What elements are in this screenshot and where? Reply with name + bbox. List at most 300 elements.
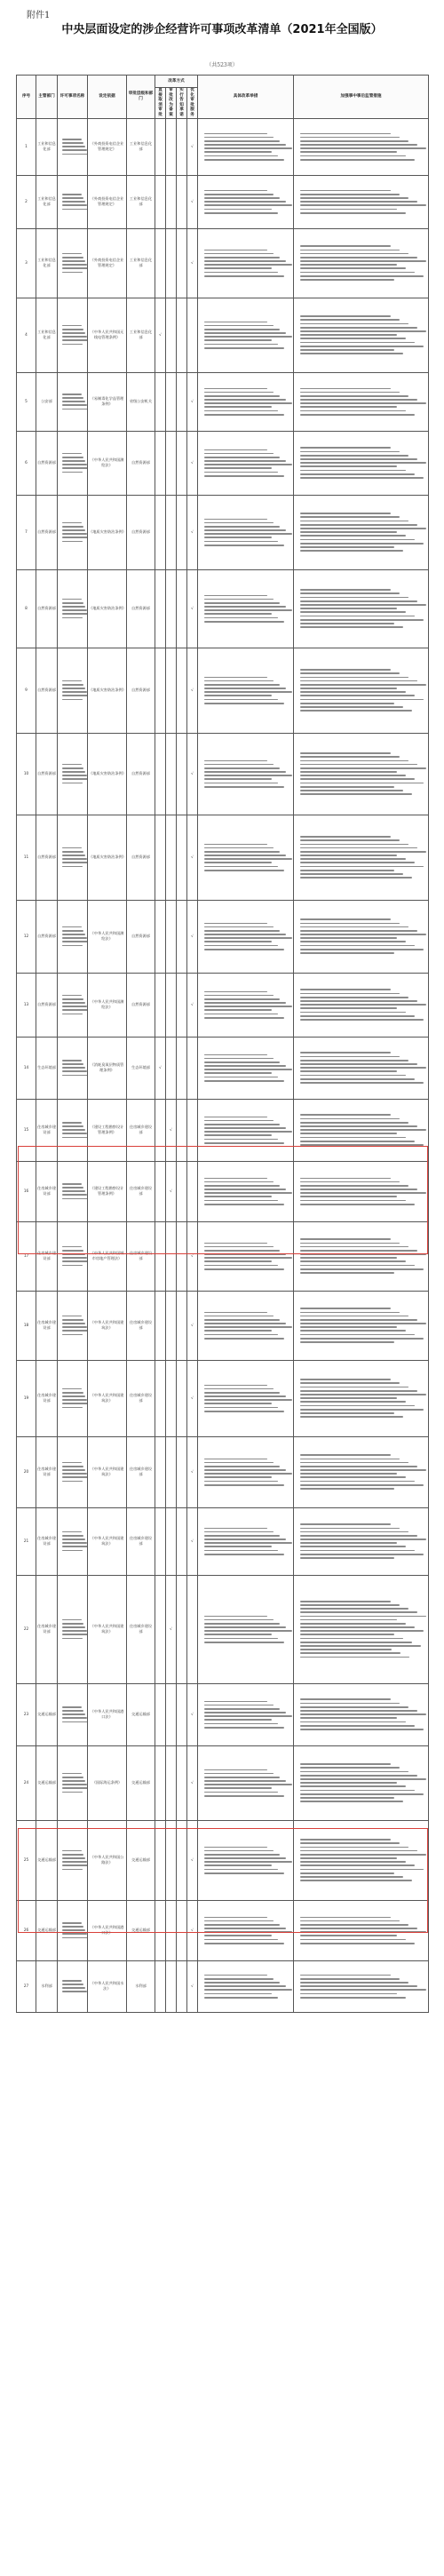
check-mark: √ [187,1960,198,2012]
cell-authority: 自然资源部 [127,648,155,733]
cell-supervision [294,1507,429,1575]
cell-supervision [294,1683,429,1745]
table-row [17,175,429,228]
check-mark: √ [187,372,198,431]
cell-authority: 自然资源部 [127,815,155,900]
empty-mode-cell [155,1575,166,1683]
empty-mode-cell [177,118,187,175]
cell-no: 20 [17,1436,36,1507]
cell-item [58,431,88,495]
empty-mode-cell [166,1291,177,1360]
cell-item [58,1037,88,1099]
table-row [17,973,429,1037]
empty-mode-cell [155,648,166,733]
cell-dept: 工业和信息化部 [36,118,58,175]
cell-authority: 交通运输部 [127,1820,155,1900]
empty-mode-cell [177,648,187,733]
empty-mode-cell [166,1507,177,1575]
cell-item [58,1360,88,1436]
cell-content [198,1820,294,1900]
empty-mode-cell [177,175,187,228]
check-mark: √ [187,1221,198,1291]
cell-authority: 生态环境部 [127,1037,155,1099]
empty-mode-cell [166,648,177,733]
header-basis: 设定依据 [88,76,127,119]
table-row [17,815,429,900]
cell-basis: 《中华人民共和国建筑法》 [88,1436,127,1507]
cell-basis: 《中华人民共和国测绘法》 [88,431,127,495]
cell-content [198,495,294,569]
cell-basis: 《中华人民共和国建筑法》 [88,1360,127,1436]
cell-no: 24 [17,1745,36,1820]
cell-authority: 自然资源部 [127,733,155,815]
cell-content [198,1900,294,1960]
cell-no: 21 [17,1507,36,1575]
cell-basis: 《中华人民共和国公路法》 [88,1820,127,1900]
cell-authority: 住房城乡建设部 [127,1221,155,1291]
cell-dept: 住房城乡建设部 [36,1161,58,1221]
empty-mode-cell [177,569,187,648]
cell-dept: 工业和信息化部 [36,298,58,372]
empty-mode-cell [177,298,187,372]
check-mark: √ [187,1507,198,1575]
empty-mode-cell [177,1436,187,1507]
cell-basis: 《中华人民共和国建筑法》 [88,1507,127,1575]
cell-content [198,1291,294,1360]
empty-mode-cell [177,1221,187,1291]
cell-supervision [294,648,429,733]
cell-no: 15 [17,1099,36,1161]
empty-mode-cell [177,1161,187,1221]
cell-no: 14 [17,1037,36,1099]
empty-mode-cell [177,973,187,1037]
header-mode-cancel: 直接取消审批 [155,88,166,119]
cell-supervision [294,1960,429,2012]
cell-authority: 自然资源部 [127,495,155,569]
empty-mode-cell [155,228,166,298]
empty-mode-cell [155,815,166,900]
empty-mode-cell [155,1360,166,1436]
header-mode-group: 改革方式 [155,76,198,88]
empty-mode-cell [155,733,166,815]
empty-mode-cell [155,973,166,1037]
cell-basis: 《中华人民共和国港口法》 [88,1900,127,1960]
cell-item [58,1900,88,1960]
cell-supervision [294,431,429,495]
cell-supervision [294,118,429,175]
empty-mode-cell [166,495,177,569]
cell-authority: 住房城乡建设部 [127,1161,155,1221]
cell-item [58,973,88,1037]
cell-no: 16 [17,1161,36,1221]
cell-no: 3 [17,228,36,298]
cell-basis: 《中华人民共和国城市房地产管理法》 [88,1221,127,1291]
cell-authority: 工业和信息化部 [127,118,155,175]
check-mark: √ [155,1037,166,1099]
cell-item [58,1221,88,1291]
cell-content [198,1037,294,1099]
empty-mode-cell [187,1575,198,1683]
cell-basis: 《消耗臭氧层物质管理条例》 [88,1037,127,1099]
table-row [17,431,429,495]
empty-mode-cell [155,1900,166,1960]
cell-authority: 住房城乡建设部 [127,1360,155,1436]
check-mark: √ [187,648,198,733]
cell-content [198,569,294,648]
cell-authority: 交通运输部 [127,1745,155,1820]
cell-basis: 《中华人民共和国建筑法》 [88,1575,127,1683]
cell-content [198,1161,294,1221]
cell-basis: 《建设工程勘察设计管理条例》 [88,1099,127,1161]
table-row [17,1291,429,1360]
cell-basis: 《易制毒化学品管理条例》 [88,372,127,431]
cell-no: 22 [17,1575,36,1683]
cell-authority: 自然资源部 [127,900,155,973]
empty-mode-cell [166,1900,177,1960]
header-mode-record: 审批改为备案 [166,88,177,119]
cell-no: 17 [17,1221,36,1291]
empty-mode-cell [155,431,166,495]
cell-item [58,1099,88,1161]
check-mark: √ [187,495,198,569]
cell-authority: 住房城乡建设部 [127,1575,155,1683]
empty-mode-cell [166,298,177,372]
cell-content [198,1099,294,1161]
cell-no: 1 [17,118,36,175]
cell-content [198,973,294,1037]
check-mark: √ [187,973,198,1037]
cell-no: 7 [17,495,36,569]
cell-no: 8 [17,569,36,648]
cell-dept: 公安部 [36,372,58,431]
cell-content [198,815,294,900]
cell-item [58,1436,88,1507]
empty-mode-cell [166,1960,177,2012]
attachment-label: 附件1 [27,11,51,20]
cell-supervision [294,1221,429,1291]
cell-dept: 交通运输部 [36,1745,58,1820]
table-row [17,1900,429,1960]
cell-item [58,733,88,815]
table-row [17,733,429,815]
cell-basis: 《地质灾害防治条例》 [88,733,127,815]
check-mark: √ [155,298,166,372]
cell-content [198,431,294,495]
cell-no: 18 [17,1291,36,1360]
header-mode-optimize: 优化审批服务 [187,88,198,119]
cell-dept: 自然资源部 [36,973,58,1037]
cell-supervision [294,1037,429,1099]
empty-mode-cell [177,1037,187,1099]
cell-dept: 水利部 [36,1960,58,2012]
cell-dept: 自然资源部 [36,648,58,733]
check-mark: √ [187,431,198,495]
empty-mode-cell [155,1221,166,1291]
cell-authority: 交通运输部 [127,1900,155,1960]
empty-mode-cell [155,495,166,569]
cell-authority: 自然资源部 [127,431,155,495]
table-row [17,1507,429,1575]
cell-dept: 住房城乡建设部 [36,1575,58,1683]
cell-no: 25 [17,1820,36,1900]
check-mark: √ [187,1291,198,1360]
empty-mode-cell [166,1360,177,1436]
cell-no: 4 [17,298,36,372]
cell-item [58,1820,88,1900]
check-mark: √ [187,175,198,228]
cell-item [58,118,88,175]
cell-basis: 《地质灾害防治条例》 [88,569,127,648]
cell-dept: 住房城乡建设部 [36,1099,58,1161]
check-mark: √ [187,1436,198,1507]
cell-dept: 自然资源部 [36,569,58,648]
empty-mode-cell [155,1291,166,1360]
empty-mode-cell [166,1683,177,1745]
cell-supervision [294,372,429,431]
item-count-note: （共523项） [206,62,238,68]
empty-mode-cell [166,569,177,648]
cell-basis: 《地质灾害防治条例》 [88,648,127,733]
table-row [17,648,429,733]
header-supervision: 加强事中事后监管措施 [294,76,429,119]
empty-mode-cell [177,372,187,431]
cell-no: 27 [17,1960,36,2012]
cell-no: 5 [17,372,36,431]
cell-item [58,1575,88,1683]
cell-item [58,569,88,648]
check-mark: √ [166,1099,177,1161]
cell-item [58,1683,88,1745]
check-mark: √ [187,118,198,175]
empty-mode-cell [177,1507,187,1575]
empty-mode-cell [177,1745,187,1820]
cell-authority: 住房城乡建设部 [127,1507,155,1575]
cell-supervision [294,1575,429,1683]
cell-content [198,228,294,298]
empty-mode-cell [155,900,166,973]
cell-item [58,815,88,900]
cell-authority: 省级公安机关 [127,372,155,431]
check-mark: √ [187,569,198,648]
cell-item [58,175,88,228]
cell-basis: 《外商投资电信企业管理规定》 [88,228,127,298]
empty-mode-cell [177,1900,187,1960]
cell-content [198,1745,294,1820]
cell-item [58,900,88,973]
check-mark: √ [187,1360,198,1436]
cell-dept: 自然资源部 [36,733,58,815]
cell-authority: 工业和信息化部 [127,228,155,298]
cell-authority: 住房城乡建设部 [127,1436,155,1507]
cell-dept: 生态环境部 [36,1037,58,1099]
header-dept: 主管部门 [36,76,58,119]
table-row [17,1745,429,1820]
check-mark: √ [187,815,198,900]
cell-authority: 交通运输部 [127,1683,155,1745]
table-row [17,1436,429,1507]
empty-mode-cell [166,1745,177,1820]
cell-dept: 交通运输部 [36,1820,58,1900]
empty-mode-cell [155,175,166,228]
empty-mode-cell [155,372,166,431]
cell-dept: 自然资源部 [36,900,58,973]
empty-mode-cell [166,1436,177,1507]
empty-mode-cell [155,118,166,175]
cell-dept: 交通运输部 [36,1900,58,1960]
cell-supervision [294,733,429,815]
empty-mode-cell [166,733,177,815]
table-row [17,1960,429,2012]
cell-dept: 工业和信息化部 [36,175,58,228]
cell-basis: 《中华人民共和国建筑法》 [88,1291,127,1360]
cell-dept: 住房城乡建设部 [36,1291,58,1360]
empty-mode-cell [155,569,166,648]
cell-item [58,372,88,431]
header-content: 具体改革举措 [198,76,294,119]
empty-mode-cell [177,1820,187,1900]
table-row [17,1360,429,1436]
check-mark: √ [187,228,198,298]
cell-content [198,733,294,815]
empty-mode-cell [166,900,177,973]
empty-mode-cell [177,900,187,973]
table-row [17,1099,429,1161]
cell-content [198,372,294,431]
empty-mode-cell [187,1161,198,1221]
cell-authority: 住房城乡建设部 [127,1099,155,1161]
cell-authority: 住房城乡建设部 [127,1291,155,1360]
table-row [17,1161,429,1221]
empty-mode-cell [155,1745,166,1820]
cell-supervision [294,973,429,1037]
cell-no: 6 [17,431,36,495]
empty-mode-cell [166,228,177,298]
reform-list-table [16,75,429,2013]
empty-mode-cell [166,1820,177,1900]
cell-content [198,298,294,372]
cell-dept: 自然资源部 [36,815,58,900]
cell-item [58,1745,88,1820]
empty-mode-cell [187,298,198,372]
check-mark: √ [187,900,198,973]
table-row [17,1037,429,1099]
table-row [17,228,429,298]
cell-basis: 《建设工程勘察设计管理条例》 [88,1161,127,1221]
empty-mode-cell [187,1099,198,1161]
cell-item [58,1960,88,2012]
empty-mode-cell [177,228,187,298]
cell-authority: 自然资源部 [127,569,155,648]
cell-item [58,1161,88,1221]
empty-mode-cell [177,431,187,495]
empty-mode-cell [155,1507,166,1575]
empty-mode-cell [177,1360,187,1436]
cell-content [198,1575,294,1683]
table-row [17,372,429,431]
cell-supervision [294,1820,429,1900]
cell-basis: 《中华人民共和国无线电管理条例》 [88,298,127,372]
check-mark: √ [187,1683,198,1745]
cell-no: 23 [17,1683,36,1745]
cell-basis: 《国际海运条例》 [88,1745,127,1820]
check-mark: √ [187,733,198,815]
cell-supervision [294,815,429,900]
cell-supervision [294,298,429,372]
cell-authority: 水利部 [127,1960,155,2012]
empty-mode-cell [155,1099,166,1161]
cell-authority: 自然资源部 [127,973,155,1037]
document-title: 中央层面设定的涉企经营许可事项改革清单（2021年全国版） [61,23,383,36]
cell-basis: 《外商投资电信企业管理规定》 [88,175,127,228]
cell-no: 19 [17,1360,36,1436]
table-row [17,1683,429,1745]
check-mark: √ [166,1575,177,1683]
cell-supervision [294,569,429,648]
empty-mode-cell [166,973,177,1037]
cell-supervision [294,175,429,228]
cell-dept: 住房城乡建设部 [36,1221,58,1291]
cell-supervision [294,900,429,973]
cell-authority: 工业和信息化部 [127,175,155,228]
cell-item [58,298,88,372]
cell-content [198,1436,294,1507]
cell-supervision [294,1360,429,1436]
cell-no: 2 [17,175,36,228]
cell-dept: 工业和信息化部 [36,228,58,298]
cell-content [198,118,294,175]
cell-no: 13 [17,973,36,1037]
cell-no: 11 [17,815,36,900]
empty-mode-cell [177,1099,187,1161]
cell-basis: 《地质灾害防治条例》 [88,495,127,569]
check-mark: √ [187,1900,198,1960]
cell-basis: 《外商投资电信企业管理规定》 [88,118,127,175]
empty-mode-cell [166,1037,177,1099]
empty-mode-cell [166,431,177,495]
header-no: 序号 [17,76,36,119]
cell-supervision [294,1161,429,1221]
cell-dept: 自然资源部 [36,495,58,569]
empty-mode-cell [166,175,177,228]
cell-content [198,1507,294,1575]
cell-item [58,1291,88,1360]
header-item: 许可事项名称 [58,76,88,119]
cell-dept: 住房城乡建设部 [36,1436,58,1507]
cell-basis: 《地质灾害防治条例》 [88,815,127,900]
empty-mode-cell [177,1960,187,2012]
cell-supervision [294,1745,429,1820]
cell-supervision [294,1900,429,1960]
empty-mode-cell [155,1683,166,1745]
cell-no: 26 [17,1900,36,1960]
empty-mode-cell [166,372,177,431]
header-authority: 审批层级和部门 [127,76,155,119]
empty-mode-cell [177,495,187,569]
cell-content [198,1221,294,1291]
empty-mode-cell [155,1960,166,2012]
empty-mode-cell [177,1683,187,1745]
cell-no: 12 [17,900,36,973]
empty-mode-cell [155,1161,166,1221]
cell-no: 10 [17,733,36,815]
cell-authority: 工业和信息化部 [127,298,155,372]
empty-mode-cell [166,1221,177,1291]
cell-supervision [294,1099,429,1161]
empty-mode-cell [166,118,177,175]
empty-mode-cell [155,1820,166,1900]
cell-supervision [294,495,429,569]
table-row [17,569,429,648]
